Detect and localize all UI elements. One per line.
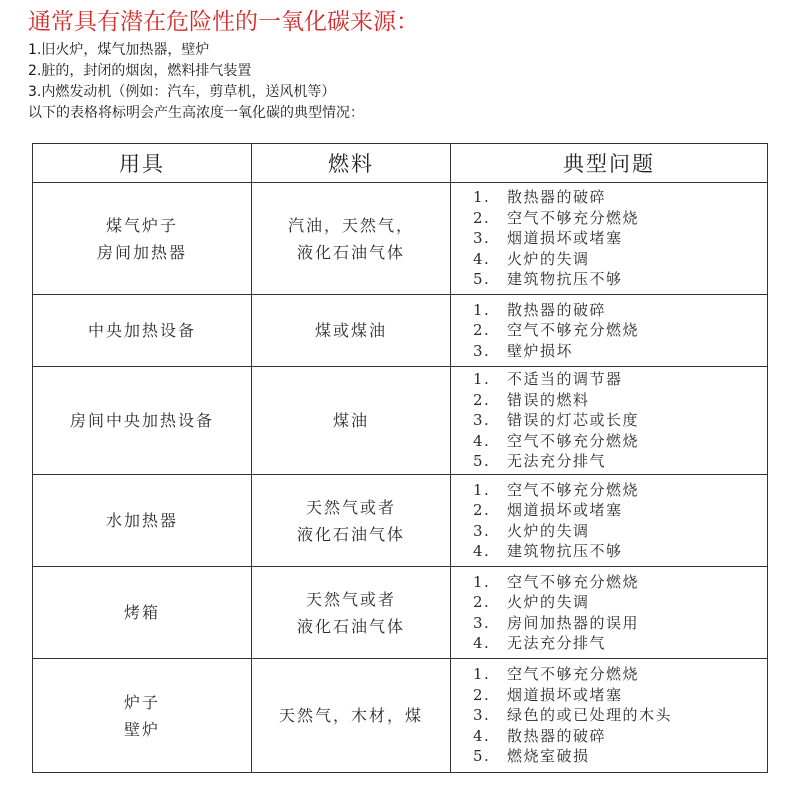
intro-line: 以下的表格将标明会产生高浓度一氧化碳的典型情况： xyxy=(28,105,364,121)
fuel-line: 天然气或者 xyxy=(305,589,396,609)
problem-item xyxy=(473,613,767,634)
problem-item xyxy=(473,521,767,542)
problem-number: 2. xyxy=(473,593,491,611)
problem-number: 3. xyxy=(473,613,491,632)
problem-number: 5. xyxy=(473,270,491,289)
problem-text: 错误的燃料 xyxy=(507,390,590,409)
problem-text: 散热器的破碎 xyxy=(507,726,607,745)
problem-text: 空气不够充分燃烧 xyxy=(507,431,640,450)
problem-number: 4. xyxy=(473,542,491,560)
problem-number: 2. xyxy=(473,501,491,519)
header-fuel: 燃料 xyxy=(252,144,451,183)
problem-item xyxy=(473,431,767,452)
problem-number: 3. xyxy=(473,229,491,248)
table-header-row xyxy=(33,144,768,183)
problem-text: 不适当的调节器 xyxy=(507,370,623,389)
problem-number: 4. xyxy=(473,431,491,450)
problem-item xyxy=(473,480,767,501)
problems-cell xyxy=(451,567,768,659)
problem-text: 错误的灯芯或长度 xyxy=(507,411,640,430)
problem-item xyxy=(473,592,767,613)
intro-line: 3.内燃发动机（例如：汽车，剪草机，送风机等） xyxy=(28,84,336,100)
fuel-line: 液化石油气体 xyxy=(296,616,405,636)
problem-number: 1. xyxy=(473,572,491,591)
fuel-cell xyxy=(252,475,451,567)
problems-cell xyxy=(451,475,768,567)
problem-text: 空气不够充分燃烧 xyxy=(507,572,640,591)
problem-text: 散热器的破碎 xyxy=(507,188,607,207)
problem-number: 1. xyxy=(473,300,491,319)
appliance-cell xyxy=(33,295,252,367)
fuel-line: 煤油 xyxy=(332,411,369,430)
problem-item xyxy=(473,187,767,208)
problem-text: 壁炉损坏 xyxy=(507,341,574,360)
appliance-line: 房间加热器 xyxy=(96,242,187,262)
problem-item xyxy=(473,300,767,321)
problems-cell xyxy=(451,659,768,773)
table-row xyxy=(33,295,768,367)
problem-number: 4. xyxy=(473,249,491,268)
problem-item xyxy=(473,228,767,249)
problem-text: 建筑物抗压不够 xyxy=(507,542,623,560)
problem-item xyxy=(473,572,767,593)
problem-item xyxy=(473,685,767,706)
intro-line: 2.脏的，封闭的烟囱，燃料排气装置 xyxy=(28,63,252,79)
problem-number: 4. xyxy=(473,726,491,745)
problem-text: 燃烧室破损 xyxy=(507,747,590,766)
problem-text: 散热器的破碎 xyxy=(507,300,607,319)
fuel-cell xyxy=(252,659,451,773)
problem-text: 火炉的失调 xyxy=(507,593,590,611)
table-row xyxy=(33,475,768,567)
fuel-line: 液化石油气体 xyxy=(296,242,405,262)
problem-item xyxy=(473,208,767,229)
problem-text: 绿色的或已处理的木头 xyxy=(507,706,673,725)
problem-number: 5. xyxy=(473,747,491,766)
appliance-line: 炉子 xyxy=(123,692,160,712)
problem-text: 房间加热器的误用 xyxy=(507,613,640,632)
problem-item xyxy=(473,705,767,726)
problem-text: 建筑物抗压不够 xyxy=(507,270,623,289)
problem-text: 烟道损坏或堵塞 xyxy=(507,685,623,704)
problem-item xyxy=(473,410,767,431)
problem-text: 火炉的失调 xyxy=(507,249,590,268)
problem-item xyxy=(473,269,767,290)
appliance-line: 壁炉 xyxy=(123,719,160,739)
page-heading: 通常具有潜在危险性的一氧化碳来源： xyxy=(28,9,419,35)
appliance-cell xyxy=(33,567,252,659)
problem-item xyxy=(473,746,767,767)
appliance-line: 中央加热设备 xyxy=(87,321,196,340)
problem-item xyxy=(473,390,767,411)
problem-text: 火炉的失调 xyxy=(507,521,590,540)
header-appliance: 用具 xyxy=(33,144,252,183)
problem-number: 3. xyxy=(473,521,491,540)
problem-number: 1. xyxy=(473,480,491,499)
fuel-line: 天然气，木材，煤 xyxy=(278,706,423,725)
appliance-cell xyxy=(33,659,252,773)
fuel-line: 煤或煤油 xyxy=(314,321,387,340)
problem-number: 3. xyxy=(473,706,491,725)
problem-number: 2. xyxy=(473,685,491,704)
fuel-line: 液化石油气体 xyxy=(296,524,405,544)
problems-cell xyxy=(451,295,768,367)
problem-item xyxy=(473,500,767,521)
problem-item xyxy=(473,541,767,562)
fuel-cell xyxy=(252,183,451,295)
problem-text: 无法充分排气 xyxy=(507,452,607,471)
problem-item xyxy=(473,726,767,747)
table-row xyxy=(33,367,768,475)
problem-number: 2. xyxy=(473,321,491,340)
fuel-line: 天然气或者 xyxy=(305,497,396,517)
problems-cell xyxy=(451,367,768,475)
problem-number: 1. xyxy=(473,665,491,684)
intro-line: 1.旧火炉，煤气加热器，壁炉 xyxy=(28,42,210,58)
table-row xyxy=(33,659,768,773)
problems-cell xyxy=(451,183,768,295)
problem-text: 无法充分排气 xyxy=(507,634,607,652)
appliance-line: 烤箱 xyxy=(123,603,160,622)
fuel-cell xyxy=(252,567,451,659)
problem-number: 5. xyxy=(473,452,491,471)
problem-item xyxy=(473,320,767,341)
problem-text: 空气不够充分燃烧 xyxy=(507,665,640,684)
problem-number: 3. xyxy=(473,341,491,360)
fuel-cell xyxy=(252,295,451,367)
problem-item xyxy=(473,369,767,390)
problem-number: 2. xyxy=(473,208,491,227)
problem-number: 2. xyxy=(473,390,491,409)
problem-number: 1. xyxy=(473,370,491,389)
problem-number: 3. xyxy=(473,411,491,430)
problem-item xyxy=(473,633,767,654)
intro-list xyxy=(28,40,364,124)
problem-text: 空气不够充分燃烧 xyxy=(507,208,640,227)
problem-item xyxy=(473,451,767,472)
appliance-cell xyxy=(33,183,252,295)
fuel-cell xyxy=(252,367,451,475)
problem-text: 空气不够充分燃烧 xyxy=(507,480,640,499)
co-sources-table xyxy=(32,143,768,773)
appliance-line: 煤气炉子 xyxy=(105,215,178,235)
table-row xyxy=(33,183,768,295)
appliance-line: 水加热器 xyxy=(105,511,178,530)
problem-item xyxy=(473,664,767,685)
header-problems: 典型问题 xyxy=(451,144,768,183)
table-row xyxy=(33,567,768,659)
problem-item xyxy=(473,249,767,270)
appliance-line: 房间中央加热设备 xyxy=(69,411,214,430)
problem-number: 1. xyxy=(473,188,491,207)
problem-text: 烟道损坏或堵塞 xyxy=(507,229,623,248)
problem-item xyxy=(473,341,767,362)
appliance-cell xyxy=(33,367,252,475)
problem-text: 空气不够充分燃烧 xyxy=(507,321,640,340)
appliance-cell xyxy=(33,475,252,567)
problem-text: 烟道损坏或堵塞 xyxy=(507,501,623,519)
fuel-line: 汽油，天然气， xyxy=(287,215,414,235)
problem-number: 4. xyxy=(473,634,491,652)
